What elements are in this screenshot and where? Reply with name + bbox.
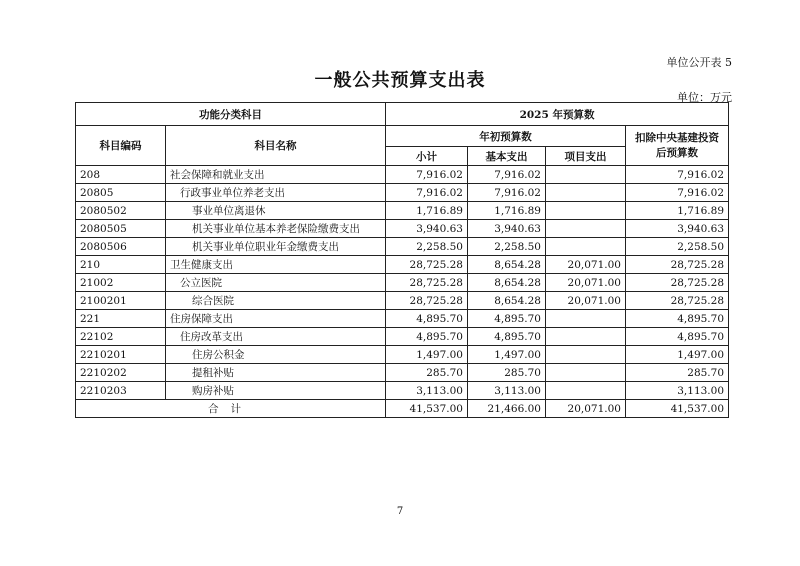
cell-deduct: 1,716.89 (626, 202, 729, 220)
total-project: 20,071.00 (546, 400, 626, 418)
cell-code: 2080502 (76, 202, 166, 220)
cell-basic: 8,654.28 (468, 292, 546, 310)
total-subtotal: 41,537.00 (386, 400, 468, 418)
cell-code: 21002 (76, 274, 166, 292)
header-basic: 基本支出 (468, 147, 546, 166)
table-row (76, 292, 729, 310)
header-subtotal: 小计 (386, 147, 468, 166)
cell-code: 2100201 (76, 292, 166, 310)
table-row (76, 238, 729, 256)
cell-name: 住房公积金 (166, 346, 386, 364)
cell-code: 20805 (76, 184, 166, 202)
cell-basic: 4,895.70 (468, 328, 546, 346)
cell-project (546, 184, 626, 202)
table-row (76, 202, 729, 220)
cell-name: 机关事业单位基本养老保险缴费支出 (166, 220, 386, 238)
cell-project (546, 202, 626, 220)
cell-name: 社会保障和就业支出 (166, 166, 386, 184)
table-row (76, 166, 729, 184)
unit-label: 单位：万元 (677, 91, 732, 104)
cell-code: 221 (76, 310, 166, 328)
total-label: 合计 (76, 400, 386, 418)
cell-project (546, 364, 626, 382)
total-row (76, 400, 729, 418)
table-number-label: 单位公开表 5 (666, 56, 732, 69)
cell-name: 住房改革支出 (166, 328, 386, 346)
table-row (76, 364, 729, 382)
table-row (76, 346, 729, 364)
cell-basic: 8,654.28 (468, 256, 546, 274)
cell-name: 住房保障支出 (166, 310, 386, 328)
cell-basic: 2,258.50 (468, 238, 546, 256)
cell-deduct: 2,258.50 (626, 238, 729, 256)
total-deduct: 41,537.00 (626, 400, 729, 418)
header-name: 科目名称 (166, 126, 386, 166)
header-functional-category: 功能分类科目 (76, 103, 386, 126)
cell-deduct: 7,916.02 (626, 166, 729, 184)
budget-table (75, 102, 729, 418)
cell-name: 行政事业单位养老支出 (166, 184, 386, 202)
cell-project (546, 328, 626, 346)
total-basic: 21,466.00 (468, 400, 546, 418)
cell-project (546, 166, 626, 184)
table-row (76, 220, 729, 238)
cell-deduct: 3,940.63 (626, 220, 729, 238)
header-year-budget: 2025 年预算数 (386, 103, 729, 126)
table-row (76, 328, 729, 346)
cell-deduct: 28,725.28 (626, 274, 729, 292)
cell-subtotal: 2,258.50 (386, 238, 468, 256)
cell-basic: 285.70 (468, 364, 546, 382)
table-row (76, 256, 729, 274)
cell-basic: 7,916.02 (468, 184, 546, 202)
cell-subtotal: 3,940.63 (386, 220, 468, 238)
cell-project: 20,071.00 (546, 274, 626, 292)
table-row (76, 382, 729, 400)
header-deduct: 扣除中央基建投资后预算数 (626, 126, 729, 166)
cell-deduct: 4,895.70 (626, 310, 729, 328)
cell-basic: 8,654.28 (468, 274, 546, 292)
cell-deduct: 3,113.00 (626, 382, 729, 400)
cell-subtotal: 1,497.00 (386, 346, 468, 364)
page-title: 一般公共预算支出表 (314, 70, 486, 91)
cell-subtotal: 28,725.28 (386, 292, 468, 310)
cell-name: 提租补贴 (166, 364, 386, 382)
page-number: 7 (396, 506, 404, 517)
header-initial-budget: 年初预算数 (386, 126, 626, 147)
cell-subtotal: 28,725.28 (386, 274, 468, 292)
cell-name: 卫生健康支出 (166, 256, 386, 274)
table-row (76, 274, 729, 292)
cell-name: 综合医院 (166, 292, 386, 310)
cell-deduct: 28,725.28 (626, 256, 729, 274)
cell-code: 210 (76, 256, 166, 274)
cell-deduct: 7,916.02 (626, 184, 729, 202)
cell-subtotal: 7,916.02 (386, 184, 468, 202)
table-row (76, 310, 729, 328)
cell-code: 2080505 (76, 220, 166, 238)
cell-basic: 7,916.02 (468, 166, 546, 184)
cell-project (546, 220, 626, 238)
cell-subtotal: 28,725.28 (386, 256, 468, 274)
cell-name: 机关事业单位职业年金缴费支出 (166, 238, 386, 256)
cell-deduct: 1,497.00 (626, 346, 729, 364)
cell-project (546, 310, 626, 328)
cell-subtotal: 285.70 (386, 364, 468, 382)
cell-project: 20,071.00 (546, 292, 626, 310)
cell-subtotal: 3,113.00 (386, 382, 468, 400)
cell-name: 事业单位离退休 (166, 202, 386, 220)
cell-project: 20,071.00 (546, 256, 626, 274)
cell-project (546, 382, 626, 400)
cell-name: 购房补贴 (166, 382, 386, 400)
cell-code: 2210203 (76, 382, 166, 400)
cell-basic: 3,940.63 (468, 220, 546, 238)
cell-code: 2210202 (76, 364, 166, 382)
cell-name: 公立医院 (166, 274, 386, 292)
cell-deduct: 285.70 (626, 364, 729, 382)
header-project: 项目支出 (546, 147, 626, 166)
cell-code: 2210201 (76, 346, 166, 364)
cell-basic: 3,113.00 (468, 382, 546, 400)
cell-basic: 4,895.70 (468, 310, 546, 328)
cell-subtotal: 4,895.70 (386, 310, 468, 328)
cell-basic: 1,497.00 (468, 346, 546, 364)
cell-project (546, 346, 626, 364)
header-code: 科目编码 (76, 126, 166, 166)
cell-subtotal: 4,895.70 (386, 328, 468, 346)
cell-project (546, 238, 626, 256)
cell-deduct: 4,895.70 (626, 328, 729, 346)
cell-subtotal: 1,716.89 (386, 202, 468, 220)
table-row (76, 184, 729, 202)
cell-code: 208 (76, 166, 166, 184)
cell-deduct: 28,725.28 (626, 292, 729, 310)
cell-subtotal: 7,916.02 (386, 166, 468, 184)
cell-code: 2080506 (76, 238, 166, 256)
cell-basic: 1,716.89 (468, 202, 546, 220)
cell-code: 22102 (76, 328, 166, 346)
